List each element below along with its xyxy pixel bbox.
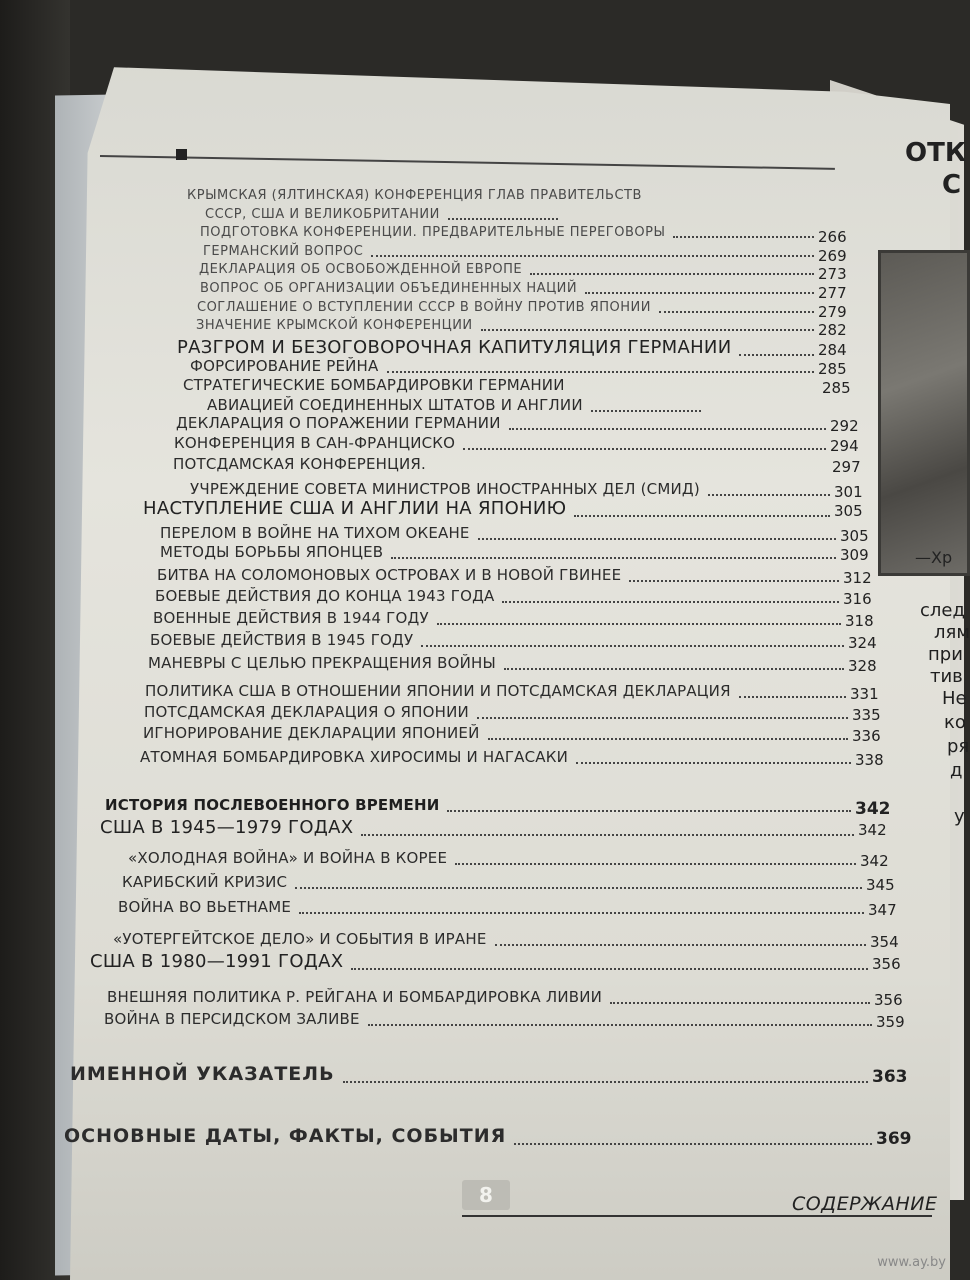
facing-page-caption: —Хр (915, 548, 953, 567)
toc-entry-title: СТРАТЕГИЧЕСКИЕ БОМБАРДИРОВКИ ГЕРМАНИИ (183, 376, 565, 394)
toc-entry-title: ВНЕШНЯЯ ПОЛИТИКА Р. РЕЙГАНА И БОМБАРДИРОВКА ЛИВИИ (107, 988, 603, 1006)
toc-entry-page: 297 (832, 458, 861, 476)
toc-entry-page: 269 (818, 247, 847, 265)
toc-dot-leader (530, 273, 814, 275)
toc-dot-leader (299, 912, 864, 914)
toc-entry-page: 305 (834, 502, 863, 520)
toc-dot-leader (708, 494, 830, 496)
toc-dot-leader (585, 292, 814, 294)
toc-entry-title: ПОДГОТОВКА КОНФЕРЕНЦИИ. ПРЕДВАРИТЕЛЬНЫЕ ПЕРЕГОВОРЫ (200, 225, 666, 240)
toc-dot-leader (477, 717, 848, 719)
toc-entry-page: 359 (876, 1013, 905, 1031)
toc-entry-title: ПОЛИТИКА США В ОТНОШЕНИИ ЯПОНИИ И ПОТСДАМСКАЯ ДЕКЛАРАЦИЯ (145, 682, 731, 700)
toc-entry-page: 282 (818, 321, 847, 339)
toc-entry-title: БОЕВЫЕ ДЕЙСТВИЯ В 1945 ГОДУ (150, 631, 414, 649)
toc-entry-title: КРЫМСКАЯ (ЯЛТИНСКАЯ) КОНФЕРЕНЦИЯ ГЛАВ ПРАВИТЕЛЬСТВ (187, 188, 642, 203)
toc-entry-page: 347 (868, 901, 897, 919)
toc-entry-page: 312 (843, 569, 872, 587)
toc-entry-page: 316 (843, 590, 872, 608)
facing-page-line: лям (934, 622, 970, 643)
toc-entry-page: 338 (855, 751, 884, 769)
toc-dot-leader (659, 311, 814, 313)
toc-dot-leader (371, 255, 814, 257)
toc-entry-page: 292 (830, 417, 859, 435)
toc-dot-leader (437, 623, 841, 625)
toc-dot-leader (574, 515, 830, 517)
toc-entry-page: 342 (860, 852, 889, 870)
toc-dot-leader (391, 557, 836, 559)
toc-entry-title: АТОМНАЯ БОМБАРДИРОВКА ХИРОСИМЫ И НАГАСАКИ (140, 748, 569, 766)
facing-page-line: тив (930, 666, 963, 687)
toc-entry-page: 331 (850, 685, 879, 703)
footer-section-title: СОДЕРЖАНИЕ (792, 1193, 938, 1215)
toc-dot-leader (463, 448, 826, 450)
toc-entry-title: ВОПРОС ОБ ОРГАНИЗАЦИИ ОБЪЕДИНЕННЫХ НАЦИЙ (200, 281, 578, 296)
toc-dot-leader (629, 580, 839, 582)
footer-rule (462, 1215, 932, 1217)
toc-entry-page: 273 (818, 265, 847, 283)
toc-dot-leader (576, 762, 851, 764)
toc-entry-title: КАРИБСКИЙ КРИЗИС (122, 873, 288, 891)
page-number: 8 (462, 1180, 510, 1210)
facing-page-line: ря (947, 736, 970, 757)
toc-entry-title: ВОЕННЫЕ ДЕЙСТВИЯ В 1944 ГОДУ (153, 609, 429, 627)
facing-page-line: д (950, 760, 963, 781)
toc-entry-title: США В 1980—1991 ГОДАХ (90, 951, 344, 972)
toc-dot-leader (673, 236, 814, 238)
toc-dot-leader (495, 944, 866, 946)
toc-entry-title: РАЗГРОМ И БЕЗОГОВОРОЧНАЯ КАПИТУЛЯЦИЯ ГЕРМАНИИ (177, 337, 732, 358)
toc-entry-page: 305 (840, 527, 869, 545)
toc-entry-title: ПОТСДАМСКАЯ КОНФЕРЕНЦИЯ. (173, 455, 427, 473)
toc-entry-title: ДЕКЛАРАЦИЯ О ПОРАЖЕНИИ ГЕРМАНИИ (176, 414, 501, 432)
toc-entry-page: 309 (840, 546, 869, 564)
toc-entry-page: 363 (872, 1067, 908, 1087)
toc-entry-title: МЕТОДЫ БОРЬБЫ ЯПОНЦЕВ (160, 543, 384, 561)
toc-dot-leader (421, 645, 844, 647)
toc-dot-leader (509, 428, 826, 430)
toc-dot-leader (368, 1024, 872, 1026)
toc-entry-page: 279 (818, 303, 847, 321)
toc-entry-page: 354 (870, 933, 899, 951)
toc-dot-leader (361, 834, 854, 836)
toc-entry-title: ВОЙНА В ПЕРСИДСКОМ ЗАЛИВЕ (104, 1010, 360, 1028)
toc-entry-title: СОГЛАШЕНИЕ О ВСТУПЛЕНИИ СССР В ВОЙНУ ПРОТИВ ЯПОНИИ (197, 300, 651, 315)
toc-dot-leader (455, 863, 856, 865)
toc-dot-leader (591, 410, 701, 412)
toc-entry-page: 284 (818, 341, 847, 359)
toc-entry-title: ГЕРМАНСКИЙ ВОПРОС (203, 244, 364, 259)
toc-dot-leader (739, 354, 814, 356)
toc-dot-leader (478, 538, 836, 540)
header-square-ornament (176, 149, 187, 160)
toc-dot-leader (481, 329, 814, 331)
toc-entry-page: 294 (830, 437, 859, 455)
facing-page-line: Не (942, 688, 967, 709)
watermark: www.ay.by (877, 1255, 946, 1270)
toc-entry-title: ФОРСИРОВАНИЕ РЕЙНА (190, 357, 379, 375)
toc-entry-title: ОСНОВНЫЕ ДАТЫ, ФАКТЫ, СОБЫТИЯ (64, 1125, 507, 1147)
toc-entry-title: «ХОЛОДНАЯ ВОЙНА» И ВОЙНА В КОРЕЕ (128, 849, 448, 867)
toc-dot-leader (351, 968, 868, 970)
toc-entry-title: ВОЙНА ВО ВЬЕТНАМЕ (118, 898, 292, 916)
facing-page-line: след (920, 600, 965, 621)
facing-page-photo (878, 250, 970, 576)
toc-entry-page: 335 (852, 706, 881, 724)
toc-entry-page: 336 (852, 727, 881, 745)
facing-page-heading-2: С (942, 170, 962, 200)
toc-entry-title: «УОТЕРГЕЙТСКОЕ ДЕЛО» И СОБЫТИЯ В ИРАНЕ (113, 930, 487, 948)
toc-entry-page: 328 (848, 657, 877, 675)
toc-entry-title: ПЕРЕЛОМ В ВОЙНЕ НА ТИХОМ ОКЕАНЕ (160, 524, 470, 542)
toc-entry-title: ИСТОРИЯ ПОСЛЕВОЕННОГО ВРЕМЕНИ (105, 796, 440, 814)
toc-entry-title: ЗНАЧЕНИЕ КРЫМСКОЙ КОНФЕРЕНЦИИ (196, 318, 473, 333)
toc-entry-title: ИГНОРИРОВАНИЕ ДЕКЛАРАЦИИ ЯПОНИЕЙ (143, 724, 480, 742)
toc-entry-page: 356 (874, 991, 903, 1009)
facing-page-heading-1: ОТК (905, 138, 967, 168)
toc-entry-page: 342 (855, 799, 891, 819)
toc-entry-page: 369 (876, 1129, 912, 1149)
toc-entry-title: НАСТУПЛЕНИЕ США И АНГЛИИ НА ЯПОНИЮ (143, 498, 567, 519)
toc-entry-page: 356 (872, 955, 901, 973)
toc-dot-leader (739, 696, 846, 698)
toc-dot-leader (448, 218, 558, 220)
facing-page-line: ко (944, 712, 966, 733)
toc-entry-title: США В 1945—1979 ГОДАХ (100, 817, 354, 838)
toc-entry-page: 318 (845, 612, 874, 630)
toc-entry-title: СССР, США И ВЕЛИКОБРИТАНИИ (205, 207, 440, 222)
toc-entry-title: ИМЕННОЙ УКАЗАТЕЛЬ (70, 1063, 335, 1085)
toc-entry-title: УЧРЕЖДЕНИЕ СОВЕТА МИНИСТРОВ ИНОСТРАННЫХ ДЕЛ (СМИД) (190, 480, 700, 498)
toc-dot-leader (343, 1081, 868, 1083)
toc-dot-leader (504, 668, 844, 670)
toc-dot-leader (502, 601, 839, 603)
toc-dot-leader (610, 1002, 870, 1004)
toc-dot-leader (295, 887, 862, 889)
facing-page-line: у (954, 806, 965, 827)
toc-entry-title: БИТВА НА СОЛОМОНОВЫХ ОСТРОВАХ И В НОВОЙ ГВИНЕЕ (157, 566, 622, 584)
toc-entry-page: 285 (818, 360, 847, 378)
toc-entry-page: 301 (834, 483, 863, 501)
toc-entry-page: 345 (866, 876, 895, 894)
facing-page-line: при (928, 644, 963, 665)
toc-entry-page: 266 (818, 228, 847, 246)
toc-dot-leader (387, 371, 814, 373)
toc-entry-page: 285 (822, 379, 851, 397)
toc-entry-title: ДЕКЛАРАЦИЯ ОБ ОСВОБОЖДЕННОЙ ЕВРОПЕ (199, 262, 523, 277)
toc-entry-page: 277 (818, 284, 847, 302)
toc-entry-title: АВИАЦИЕЙ СОЕДИНЕННЫХ ШТАТОВ И АНГЛИИ (207, 396, 583, 414)
toc-entry-page: 324 (848, 634, 877, 652)
toc-dot-leader (447, 810, 851, 812)
toc-dot-leader (488, 738, 848, 740)
toc-dot-leader (514, 1143, 872, 1145)
toc-entry-page: 342 (858, 821, 887, 839)
toc-entry-title: МАНЕВРЫ С ЦЕЛЬЮ ПРЕКРАЩЕНИЯ ВОЙНЫ (148, 654, 496, 672)
toc-entry-title: БОЕВЫЕ ДЕЙСТВИЯ ДО КОНЦА 1943 ГОДА (155, 587, 495, 605)
toc-entry-title: КОНФЕРЕНЦИЯ В САН-ФРАНЦИСКО (174, 434, 456, 452)
toc-entry-title: ПОТСДАМСКАЯ ДЕКЛАРАЦИЯ О ЯПОНИИ (144, 703, 469, 721)
